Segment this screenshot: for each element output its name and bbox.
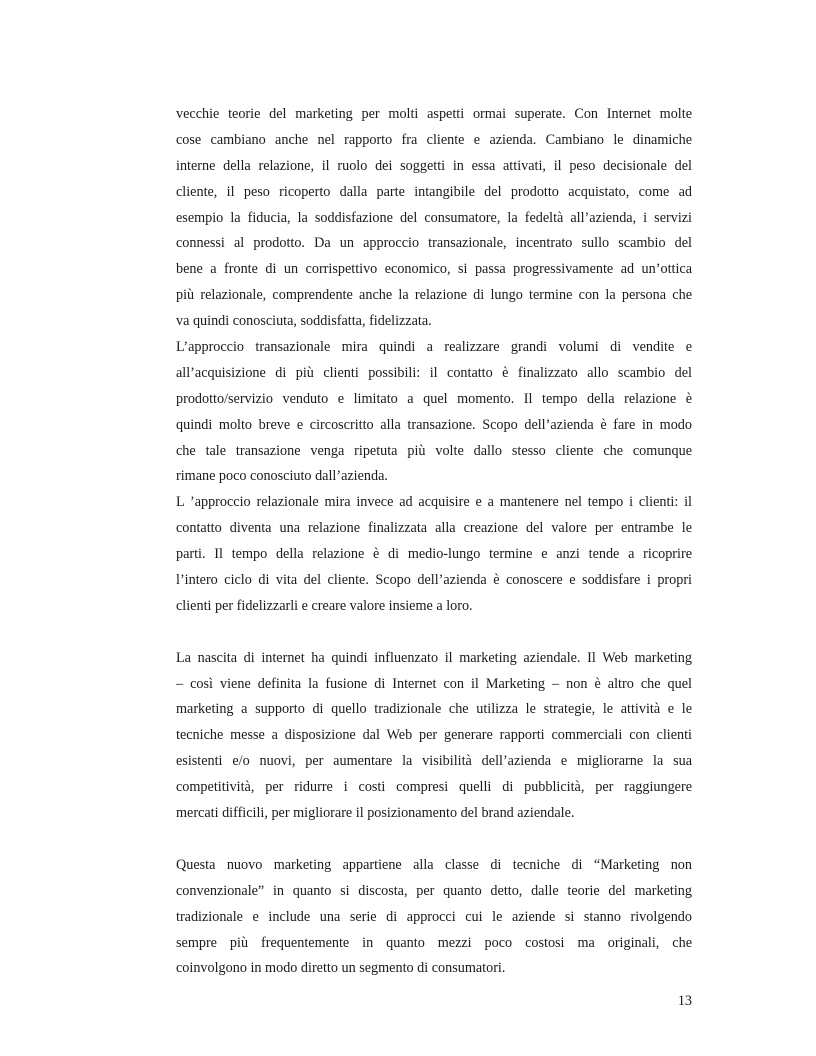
text-line: Questa nuovo marketing appartiene alla classe di tecniche di “Marketing non [176,856,692,873]
text-line: tradizionale e include una serie di approcci cui le aziende si stanno rivolgendo [176,908,692,925]
text-line: quindi molto breve e circoscritto alla transazione. Scopo dell’azienda è fare in modo [176,416,692,433]
text-line: La nascita di internet ha quindi influenzato il marketing aziendale. Il Web marketing [176,649,692,666]
text-line: interne della relazione, il ruolo dei soggetti in essa attivati, il peso decisionale del [176,157,692,174]
text-line: all’acquisizione di più clienti possibili: il contatto è finalizzato allo scambio del [176,364,692,381]
text-line: cose cambiano anche nel rapporto fra cliente e azienda. Cambiano le dinamiche [176,131,692,148]
text-line: parti. Il tempo della relazione è di medio-lungo termine e anzi tende a ricoprire [176,546,692,563]
paragraph-spacer [176,827,692,853]
text-line: più relazionale, comprendente anche la relazione di lungo termine con la persona che [176,287,692,304]
text-line: bene a fronte di un corrispettivo economico, si passa progressivamente ad un’ottica [176,261,692,278]
paragraph [176,853,692,982]
page-number: 13 [677,993,692,1009]
text-line: cliente, il peso ricoperto dalla parte intangibile del prodotto acquistato, come ad [176,183,692,200]
text-line: rimane poco conosciuto dall’azienda. [176,468,388,485]
body-text [176,102,692,982]
text-line: prodotto/servizio venduto e limitato a quel momento. Il tempo della relazione è [176,390,692,407]
text-line: esistenti e/o nuovi, per aumentare la visibilità dell’azienda e migliorarne la sua [176,753,692,770]
text-line: clienti per fidelizzarli e creare valore insieme a loro. [176,597,473,614]
text-line: coinvolgono in modo diretto un segmento di consumatori. [176,960,506,977]
text-line: marketing a supporto di quello tradizionale che utilizza le strategie, le attività e le [176,701,692,718]
text-line: che tale transazione venga ripetuta più volte dallo stesso cliente che comunque [176,442,692,459]
text-line: esempio la fiducia, la soddisfazione del consumatore, la fedeltà all’azienda, i servizi [176,209,692,226]
text-line: connessi al prodotto. Da un approccio transazionale, incentrato sullo scambio del [176,235,692,252]
text-line: – così viene definita la fusione di Internet con il Marketing – non è altro che quel [176,675,692,692]
paragraph-spacer [176,620,692,646]
text-line: tecniche messe a disposizione dal Web per generare rapporti commerciali con clienti [176,727,692,744]
text-line: sempre più frequentemente in quanto mezzi poco costosi ma originali, che [176,934,692,951]
text-line: va quindi conosciuta, soddisfatta, fidelizzata. [176,313,432,330]
text-line: contatto diventa una relazione finalizzata alla creazione del valore per entrambe le [176,520,692,537]
text-line: mercati difficili, per migliorare il posizionamento del brand aziendale. [176,805,575,822]
paragraph [176,646,692,827]
paragraph [176,102,692,335]
text-line: convenzionale” in quanto si discosta, per quanto detto, dalle teorie del marketing [176,882,692,899]
text-line: vecchie teorie del marketing per molti aspetti ormai superate. Con Internet molte [176,106,692,122]
text-line: L’approccio transazionale mira quindi a realizzare grandi volumi di vendite e [176,339,692,356]
text-line: L ’approccio relazionale mira invece ad acquisire e a mantenere nel tempo i clienti: il [176,494,692,511]
text-line: competitività, per ridurre i costi compresi quelli di pubblicità, per raggiungere [176,779,692,796]
text-line: l’intero ciclo di vita del cliente. Scopo dell’azienda è conoscere e soddisfare i propri [176,572,692,589]
paragraph [176,490,692,619]
paragraph [176,335,692,490]
